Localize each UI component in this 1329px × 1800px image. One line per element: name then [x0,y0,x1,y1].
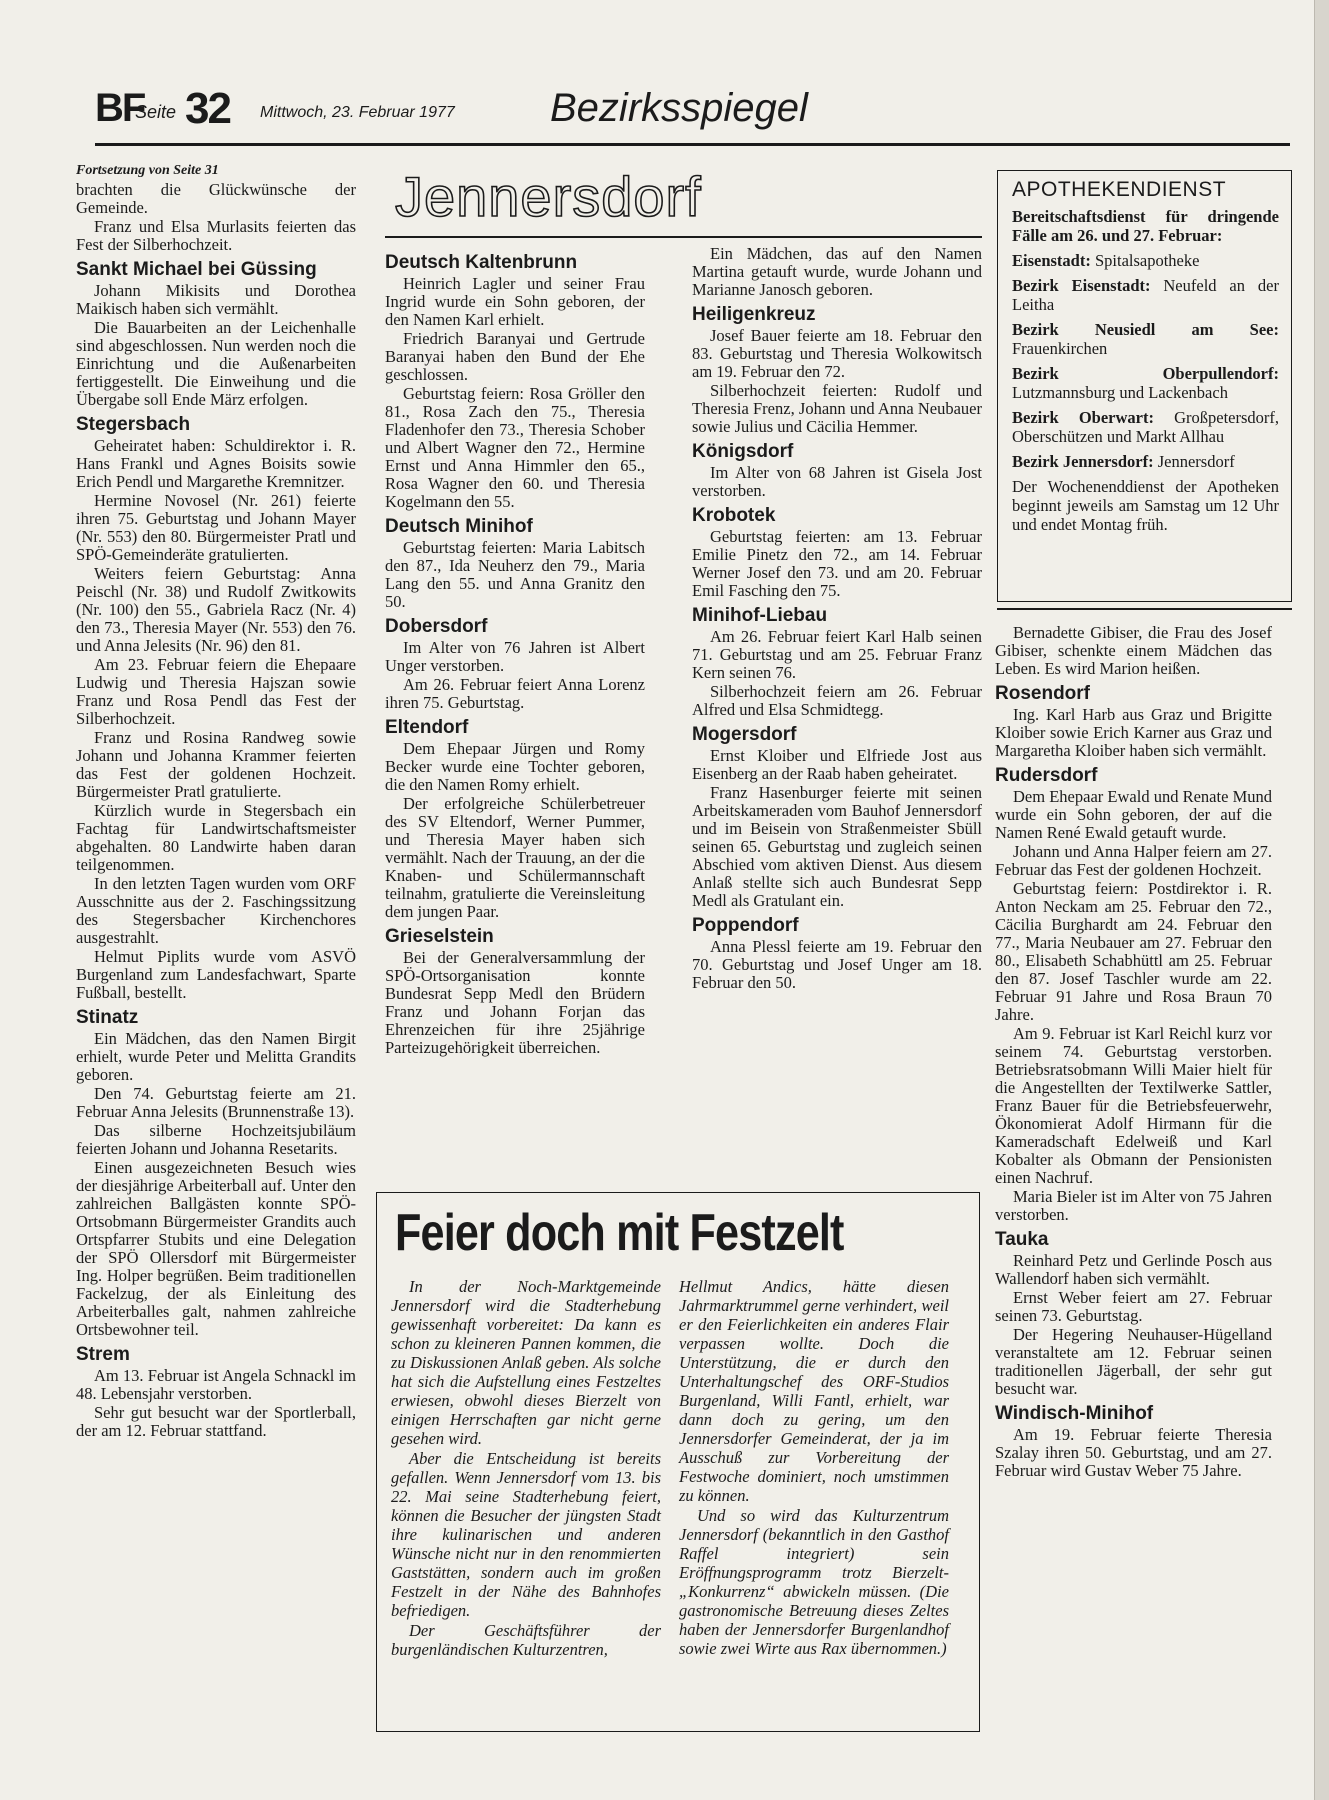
paragraph: Maria Bieler ist im Alter von 75 Jahren verstorben. [995,1187,1272,1224]
apothekendienst-title: APOTHEKENDIENST [1012,178,1227,201]
paragraph: Bernadette Gibiser, die Frau des Josef Gibiser, schenkte einem Mädchen das Leben. Es wird Marion heißen. [995,623,1272,678]
paragraph: Im Alter von 76 Jahren ist Albert Unger verstorben. [385,638,645,675]
apotheke-entry-text: Frauenkirchen [1012,339,1108,358]
paragraph: Aber die Entscheidung ist bereits gefallen. Wenn Jennersdorf vom 13. bis 22. Mai seine Stadterhebung feiert, können die Besucher der jüngsten Stadt ihre kulinarischen und anderen Wünsche nicht nur in den renommierten Gaststätten, sondern auch im großen Festzelt in der Nähe des Bahnhofes befriedigen. [391,1449,661,1620]
apotheke-intro [1012,207,1279,245]
apotheke-entry [1012,364,1279,402]
apotheke-entry-text: Lutzmannsburg und Lackenbach [1012,383,1228,402]
paragraph: Sehr gut besucht war der Sportlerball, der am 12. Februar stattfand. [76,1403,356,1440]
paragraph: Geburtstag feiern: Rosa Gröller den 81., Rosa Zach den 75., Theresia Fladenhofer den 73., Theresia Schober und Albert Wagner den 72., Hermine Ernst und Anna Himmler den 65., Rosa Wagner den 60. und Theresia Kogelmann den 55. [385,384,645,511]
apotheke-entry-label: Eisenstadt: [1012,251,1091,270]
paragraph: Geburtstag feierten: am 13. Februar Emilie Pinetz den 72., am 14. Februar Werner Josef den 73. und am 20. Februar Emil Fasching den 75. [692,527,982,600]
paragraph: Am 9. Februar ist Karl Reichl kurz vor seinem 74. Geburtstag verstorben. Betriebsratsobmann Willi Maier hielt für die Angestellten der Textilwerke Sattler, Franz Bauer für die Betriebsfeuerwehr, Ökonomierat Adolf Hirmann für die Kameradschaft Edelweiß und Karl Kobalter als Obmann der Pensionisten einen Nachruf. [995,1024,1272,1187]
paragraph: Bei der Generalversammlung der SPÖ-Ortsorganisation konnte Bundesrat Sepp Medl den Brüdern Franz und Johann Forjan das Ehrenzeichen für ihre 25jährige Parteizugehörigkeit überreichen. [385,948,645,1057]
paragraph: Das silberne Hochzeitsjubiläum feierten Johann und Johanna Resetarits. [76,1121,356,1158]
paragraph: Der Geschäftsführer der burgenländischen Kulturzentren, [391,1621,661,1659]
paragraph: Ein Mädchen, das auf den Namen Martina getauft wurde, wurde Johann und Marianne Janosch geboren. [692,244,982,299]
paragraph: Kürzlich wurde in Stegersbach ein Fachtag für Landwirtschaftsmeister abgehalten. 80 Landwirte haben daran teilgenommen. [76,801,356,874]
paragraph: Geburtstag feiern: Postdirektor i. R. Anton Neckam am 25. Februar den 72., Cäcilia Burghardt am 24. Februar den 77., Maria Neubauer am 27. Februar den 80., Elisabeth Schabhüttl am 25. Februar den 87. Josef Taschler wurde am 22. Februar 91 Jahre und Rosa Braun 70 Jahre. [995,879,1272,1024]
paragraph: brachten die Glückwünsche der Gemeinde. [76,180,356,217]
paragraph: Geheiratet haben: Schuldirektor i. R. Hans Frankl und Agnes Boisits sowie Erich Pendl und Margarethe Kremnitzer. [76,436,356,491]
paragraph: Heinrich Lagler und seiner Frau Ingrid wurde ein Sohn geboren, der den Namen Karl erhielt. [385,274,645,329]
paragraph: Josef Bauer feierte am 18. Februar den 83. Geburtstag und Theresia Wolkowitsch am 19. Februar den 72. [692,326,982,381]
page-edge [1314,0,1329,1800]
heading-eltendorf: Eltendorf [385,717,469,738]
paragraph: Anna Plessl feierte am 19. Februar den 70. Geburtstag und Josef Unger am 18. Februar den 50. [692,937,982,992]
heading-sankt-michael: Sankt Michael bei Güssing [76,259,317,280]
paragraph: In der Noch-Marktgemeinde Jennersdorf wird die Stadterhebung gewissenhaft vorbereitet: Da kann es schon zu kleineren Pannen kommen, die zu Diskussionen Anlaß geben. Als solche hat sich die Aufstellung eines Festzeltes erwiesen, obwohl dieses Bierzelt von einigen Herrschaften gar nicht gerne gesehen wird. [391,1277,661,1448]
paragraph: Friedrich Baranyai und Gertrude Baranyai haben den Bund der Ehe geschlossen. [385,329,645,384]
paragraph: Ing. Karl Harb aus Graz und Brigitte Kloiber sowie Erich Karner aus Graz und Margaretha Kloiber haben sich vermählt. [995,705,1272,760]
column-3 [692,245,982,993]
heading-minihof-liebau: Minihof-Liebau [692,605,828,626]
heading-stegersbach: Stegersbach [76,414,191,435]
apotheke-entry [1012,452,1279,471]
heading-poppendorf: Poppendorf [692,915,799,936]
paragraph: Der Hegering Neuhauser-Hügelland veranstaltete am 12. Februar seinen traditionellen Jägerball, der sehr gut besucht war. [995,1325,1272,1398]
apotheke-entry-text: Spitalsapotheke [1094,251,1200,270]
paragraph: Am 26. Februar feiert Karl Halb seinen 71. Geburtstag und am 25. Februar Franz Kern seinen 76. [692,627,982,682]
paragraph: In den letzten Tagen wurden vom ORF Ausschnitte aus der 2. Faschingssitzung des Stegersbacher Kirchenchores ausgestrahlt. [76,874,356,947]
heading-deutsch-kaltenbrunn: Deutsch Kaltenbrunn [385,252,578,273]
continued-note: Fortsetzung von Seite 31 [76,163,219,178]
heading-koenigsdorf: Königsdorf [692,441,794,462]
heading-stinatz: Stinatz [76,1007,139,1028]
feier-article-box [376,1192,980,1732]
heading-mogersdorf: Mogersdorf [692,724,797,745]
jennersdorf-rule [385,236,982,238]
apotheke-entry-text: Großpetersdorf, Oberschützen und Markt Allhau [1012,408,1280,446]
paragraph: Am 26. Februar feiert Anna Lorenz ihren 75. Geburtstag. [385,675,645,712]
paragraph: Dem Ehepaar Ewald und Renate Mund wurde ein Sohn geboren, der auf die Namen René Ewald getauft wurde. [995,787,1272,842]
paragraph: Helmut Piplits wurde vom ASVÖ Burgenland zum Landesfachwart, Sparte Fußball, bestellt. [76,947,356,1002]
paragraph: Einen ausgezeichneten Besuch wies der diesjährige Arbeiterball auf. Unter den zahlreichen Ballgästen konnte SPÖ-Ortsobmann Bürgermeister Grandits auch Ortspfarrer Stubits und eine Delegation der SPÖ Ollersdorf mit Bürgermeister Ing. Holper begrüßen. Beim traditionellen Fackelzug, der als Einleitung des Arbeiterballes galt, nahmen zahlreiche Ortsbewohner teil. [76,1158,356,1339]
paragraph: Silberhochzeit feiern am 26. Februar Alfred und Elsa Schmidtegg. [692,682,982,719]
column-4 [995,624,1272,1481]
apotheke-entry-label: Bezirk Oberwart: [1012,408,1154,427]
heading-krobotek: Krobotek [692,505,776,526]
paragraph: Ernst Weber feiert am 27. Februar seinen 73. Geburtstag. [995,1288,1272,1325]
paragraph: Johann Mikisits und Dorothea Maikisch haben sich vermählt. [76,281,356,318]
page-number: 32 [185,84,230,133]
paragraph: Johann und Anna Halper feiern am 27. Februar das Fest der goldenen Hochzeit. [995,842,1272,879]
apotheke-entry-label: Bezirk Jennersdorf: [1012,452,1154,471]
heading-rosendorf: Rosendorf [995,683,1090,704]
paragraph: Weiters feiern Geburtstag: Anna Peischl (Nr. 38) und Rudolf Zwitkowits (Nr. 100) den 55., Gabriela Racz (Nr. 4) den 73., Theresia Mayer (Nr. 553) den 76. und Anna Jelesits (Nr. 96) den 81. [76,564,356,655]
paragraph: Am 23. Februar feiern die Ehepaare Ludwig und Theresia Hajszan sowie Franz und Rosa Pendl das Fest der Silberhochzeit. [76,655,356,728]
paragraph: Der erfolgreiche Schülerbetreuer des SV Eltendorf, Werner Pummer, und Theresia Mayer haben sich vermählt. Nach der Trauung, an der die Knaben- und Schülermannschaft teilnahm, gratulierte die Vereinsleitung dem jungen Paar. [385,794,645,921]
heading-windisch-minihof: Windisch-Minihof [995,1403,1154,1424]
newspaper-logo: BF [95,86,145,130]
apotheke-footer: Der Wochenenddienst der Apotheken beginnt jeweils am Samstag um 12 Uhr und endet Montag früh. [1012,477,1279,534]
apotheke-entry-label: Bezirk Oberpullendorf: [1012,364,1279,383]
paragraph: Franz und Rosina Randweg sowie Johann und Johanna Krammer feierten das Fest der goldenen Hochzeit. Bürgermeister Pratl gratulierte. [76,728,356,801]
feier-headline: Feier doch mit Festzelt [395,1204,844,1262]
paragraph: Ernst Kloiber und Elfriede Jost aus Eisenberg an der Raab haben geheiratet. [692,746,982,783]
heading-tauka: Tauka [995,1229,1049,1250]
paragraph: Franz Hasenburger feierte mit seinen Arbeitskameraden vom Bauhof Jennersdorf und im Beisein von Straßenmeister Sbüll seinen 65. Geburtstag und zugleich seinen Abschied vom aktiven Dienst. Aus diesem Anlaß stellte sich auch Bundesrat Sepp Medl als Gratulant ein. [692,783,982,910]
heading-deutsch-minihof: Deutsch Minihof [385,516,533,537]
paragraph: Silberhochzeit feierten: Rudolf und Theresia Frenz, Johann und Anna Neubauer sowie Julius und Cäcilia Hemmer. [692,381,982,436]
paragraph: Im Alter von 68 Jahren ist Gisela Jost verstorben. [692,463,982,500]
paragraph: Hellmut Andics, hätte diesen Jahrmarktrummel gerne verhindert, weil er den Feierlichkeiten ein anderes Flair verpassen wollte. Doch die Unterstützung, die er durch den Unterhaltungschef des ORF-Studios Burgenland, Willi Fantl, erhielt, war dann doch zu gering, um den Jennersdorfer Gemeinderat, der ja im Ausschuß zur Vorbereitung der Festwoche dominiert, noch umstimmen zu können. [679,1277,949,1505]
page-label: Seite [135,102,177,122]
paragraph: Franz und Elsa Murlasits feierten das Fest der Silberhochzeit. [76,217,356,254]
apotheke-entry [1012,276,1279,314]
masthead-rule [95,143,1290,146]
apotheke-intro-text: Bereitschaftsdienst für dringende Fälle am 26. und 27. Februar: [1012,207,1279,245]
paragraph: Den 74. Geburtstag feierte am 21. Februar Anna Jelesits (Brunnenstraße 13). [76,1084,356,1121]
apothekendienst-box [997,170,1292,602]
heading-rudersdorf: Rudersdorf [995,765,1098,786]
paragraph: Am 13. Februar ist Angela Schnackl im 48. Lebensjahr verstorben. [76,1366,356,1403]
feier-column-right [679,1277,949,1659]
apotheke-entry [1012,408,1279,446]
heading-dobersdorf: Dobersdorf [385,616,488,637]
section-title: Bezirksspiegel [550,86,808,130]
paragraph: Ein Mädchen, das den Namen Birgit erhielt, wurde Peter und Melitta Grandits geboren. [76,1029,356,1084]
column-1 [76,162,356,1441]
jennersdorf-title: Jennersdorf [395,165,702,228]
paragraph: Dem Ehepaar Jürgen und Romy Becker wurde eine Tochter geboren, die den Namen Romy erhielt. [385,739,645,794]
heading-strem: Strem [76,1344,130,1365]
apotheke-entry [1012,251,1279,270]
column-2 [385,252,645,1058]
apotheke-entry [1012,320,1279,358]
feier-column-left [391,1277,661,1660]
apotheke-entry-text: Jennersdorf [1157,452,1235,471]
paragraph: Die Bauarbeiten an der Leichenhalle sind abgeschlossen. Nun werden noch die Einrichtung und die Außenarbeiten fertiggestellt. Die Einweihung und die Übergabe soll Ende März erfolgen. [76,318,356,409]
paragraph: Und so wird das Kulturzentrum Jennersdorf (bekanntlich in den Gasthof Raffel integriert) sein Eröffnungsprogramm trotz Bierzelt-„Konkurrenz“ abwickeln müssen. (Die gastronomische Betreuung dieses Zeltes haben der Jennersdorfer Burgenlandhof sowie zwei Wirte aus Rax übernommen.) [679,1506,949,1658]
masthead [95,86,1290,142]
apotheke-entry-text: Neufeld an der Leitha [1012,276,1279,314]
paragraph: Am 19. Februar feierte Theresia Szalay ihren 50. Geburtstag, und am 27. Februar wird Gustav Weber 75 Jahre. [995,1425,1272,1480]
paragraph: Geburtstag feierten: Maria Labitsch den 87., Ida Neuherz den 79., Maria Lang den 55. und Anna Granitz den 50. [385,538,645,611]
paragraph: Reinhard Petz und Gerlinde Posch aus Wallendorf haben sich vermählt. [995,1251,1272,1288]
paragraph: Hermine Novosel (Nr. 261) feierte ihren 75. Geburtstag und Johann Mayer (Nr. 553) den 80. Bürgermeister Pratl und SPÖ-Gemeinderäte gratulierten. [76,491,356,564]
apothekendienst-rule [997,608,1292,610]
apotheke-entry-label: Bezirk Neusiedl am See: [1012,320,1279,339]
issue-date: Mittwoch, 23. Februar 1977 [260,104,455,121]
heading-grieselstein: Grieselstein [385,926,494,947]
heading-heiligenkreuz: Heiligenkreuz [692,304,816,325]
apotheke-entry-label: Bezirk Eisenstadt: [1012,276,1151,295]
